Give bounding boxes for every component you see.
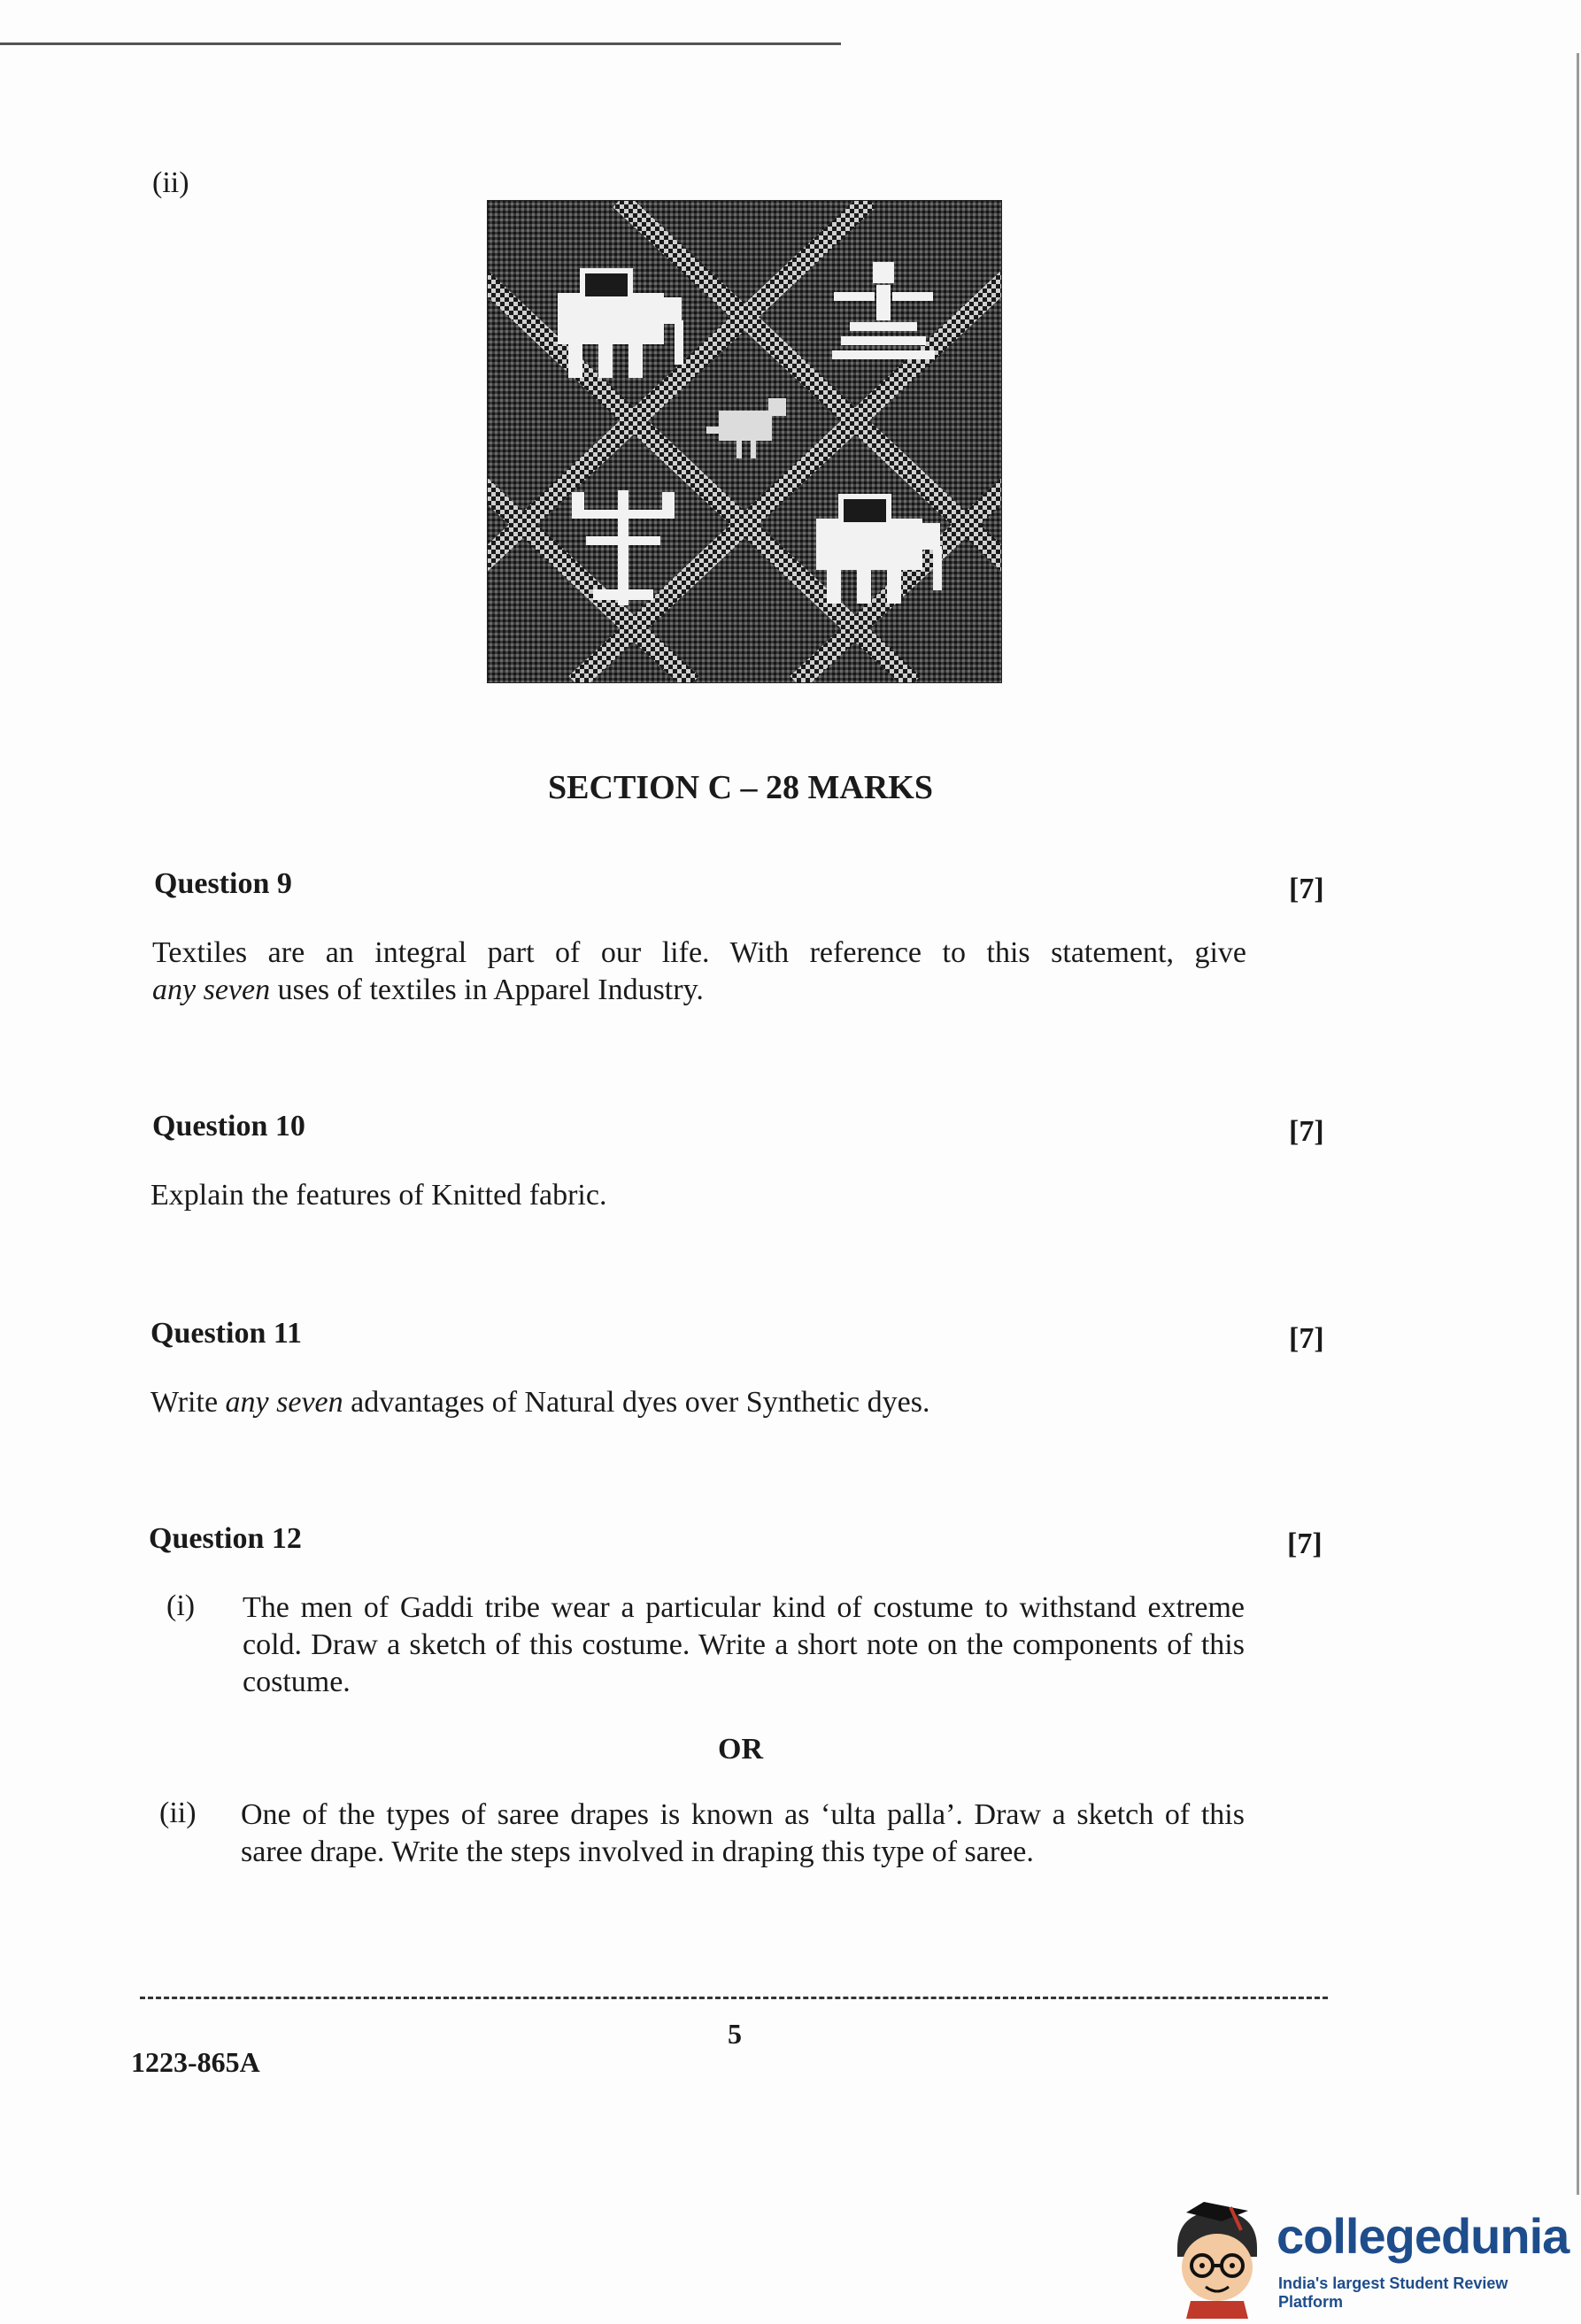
question-10-text: Explain the features of Knitted fabric. xyxy=(150,1179,607,1212)
question-9-line-2 xyxy=(152,972,1246,1009)
question-11-marks: [7] xyxy=(1289,1322,1324,1355)
scan-edge xyxy=(1577,53,1579,2195)
footer-divider xyxy=(140,1997,1328,1999)
question-10-title: Question 10 xyxy=(152,1110,305,1143)
question-9-text xyxy=(152,935,1246,1009)
question-11-pre: Write xyxy=(150,1386,226,1419)
section-heading: SECTION C – 28 MARKS xyxy=(548,769,933,806)
question-12-part-i-label: (i) xyxy=(166,1589,196,1622)
or-separator: OR xyxy=(718,1733,763,1766)
question-10-marks: [7] xyxy=(1289,1115,1324,1148)
question-12-marks: [7] xyxy=(1287,1528,1323,1560)
textile-pattern-image xyxy=(487,200,1002,683)
brand-tagline: India's largest Student Review Platform xyxy=(1278,2274,1508,2311)
question-12-part-ii-text: One of the types of saree drapes is known as ‘ulta palla’. Draw a sketch of this saree drape. Write the steps involved in draping this type of saree. xyxy=(241,1798,1245,1868)
question-11-text xyxy=(150,1384,1245,1421)
figure-label: (ii) xyxy=(152,166,189,199)
question-9-title: Question 9 xyxy=(154,867,292,900)
question-11-post: advantages of Natural dyes over Synthetic dyes. xyxy=(343,1386,930,1419)
top-rule xyxy=(0,42,841,45)
page-number: 5 xyxy=(728,2018,742,2050)
question-9-line-1: Textiles are an integral part of our life. With reference to this statement, give xyxy=(152,936,1246,969)
question-12-part-ii-label: (ii) xyxy=(159,1797,197,1829)
question-9-emphasis: any seven xyxy=(152,973,271,1006)
question-11-title: Question 11 xyxy=(150,1317,302,1350)
mascot-icon xyxy=(1168,2195,1266,2319)
question-9-marks: [7] xyxy=(1289,873,1324,905)
paper-code: 1223-865A xyxy=(131,2046,260,2078)
question-12-title: Question 12 xyxy=(149,1522,302,1555)
brand-logo xyxy=(1168,2195,1576,2319)
brand-name: collegedunia xyxy=(1276,2208,1569,2264)
question-12-part-i-text: The men of Gaddi tribe wear a particular kind of costume to withstand extreme cold. Draw a sketch of this costume. Write a short note on the components of this costume. xyxy=(243,1591,1245,1698)
question-9-line-2-rest: uses of textiles in Apparel Industry. xyxy=(270,973,704,1006)
question-11-emphasis: any seven xyxy=(225,1386,343,1419)
